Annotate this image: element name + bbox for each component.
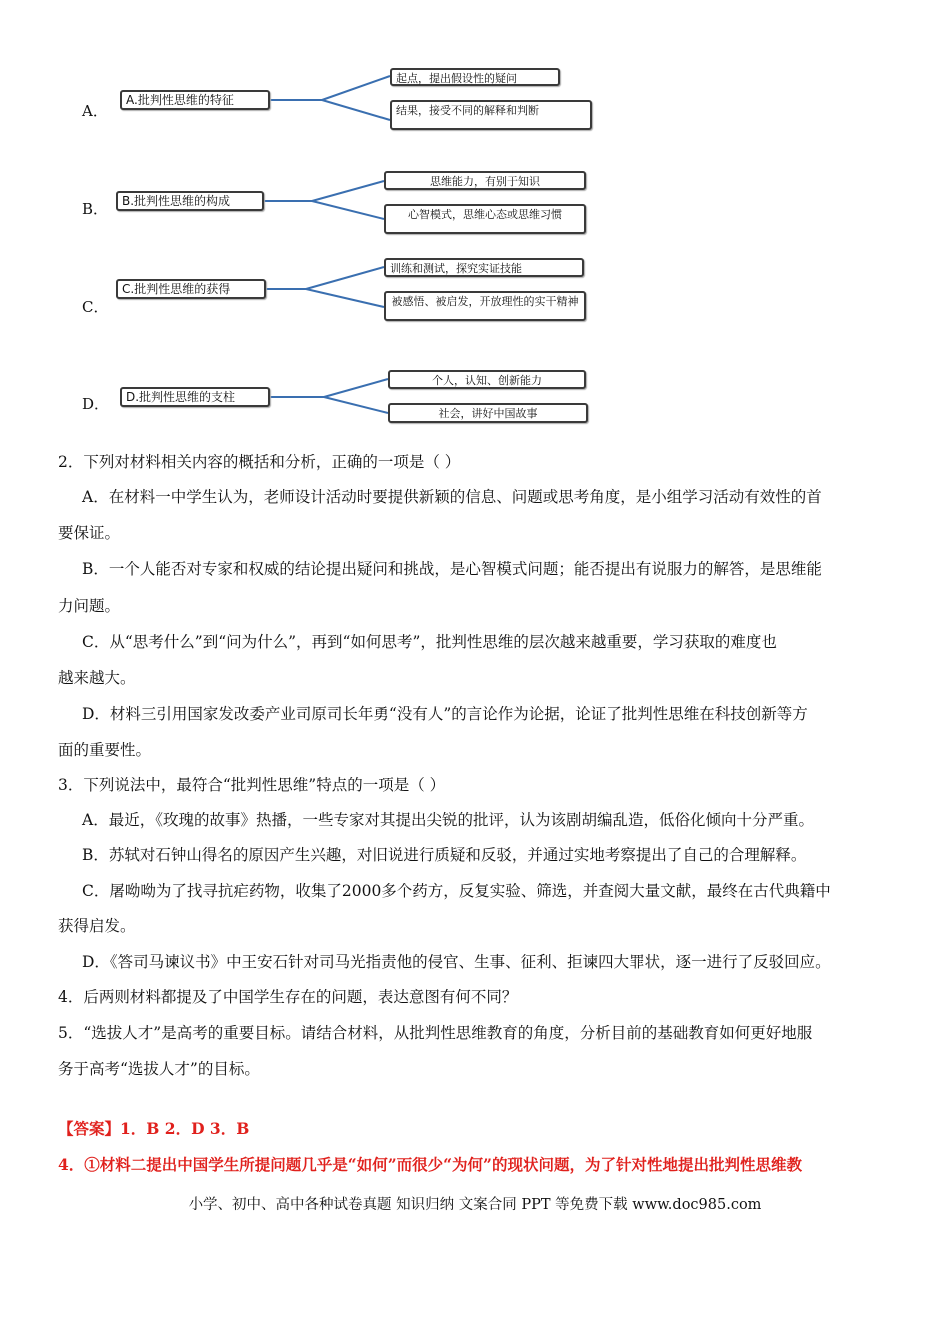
diagram-main-box: B.批判性思维的构成 (116, 191, 264, 211)
question-3-option-b: B．苏轼对石钟山得名的原因产生兴趣，对旧说进行质疑和反驳，并通过实地考察提出了自己的合理解释。 (82, 846, 807, 864)
option-letter-a: A． (82, 102, 108, 120)
diagram-top-box: 思维能力，有别于知识 (384, 171, 586, 190)
question-2-option-b: B．一个人能否对专家和权威的结论提出疑问和挑战，是心智模式问题；能否提出有说服力的解答，是思维能 (82, 560, 822, 578)
question-2-option-a: A．在材料一中学生认为，老师设计活动时要提供新颖的信息、问题或思考角度，是小组学习活动有效性的首 (82, 488, 822, 506)
diagram-bottom-box: 心智模式，思维心态或思维习惯 (384, 204, 586, 234)
question-3-option-d: D．《答司马谏议书》中王安石针对司马光指责他的侵官、生事、征利、拒谏四大罪状，逐一进行了反驳回应。 (82, 953, 831, 971)
diagram-top-box: 个人，认知、创新能力 (388, 370, 586, 389)
diagram-main-box: C.批判性思维的获得 (116, 279, 266, 299)
option-letter-d: D． (82, 395, 110, 413)
question-2-option-c-cont: 越来越大。 (58, 669, 136, 687)
question-2-option-a-cont: 要保证。 (58, 524, 121, 542)
answer-4-text: 4．①材料二提出中国学生所提问题几乎是“如何”而很少“为何”的现状问题，为了针对性地提出批判性思维教 (58, 1155, 802, 1174)
page-footer: 小学、初中、高中各种试卷真题 知识归纳 文案合同 PPT 等免费下载 www.doc985.com (188, 1197, 762, 1213)
question-5-cont: 务于高考“选拔人才”的目标。 (58, 1060, 260, 1078)
question-5: 5．“选拔人才”是高考的重要目标。请结合材料，从批判性思维教育的角度，分析目前的基础教育如何更好地服 (58, 1024, 813, 1042)
diagram-main-box: A.批判性思维的特征 (120, 90, 270, 110)
answer-key: 【答案】1．B 2．D 3．B (58, 1119, 250, 1138)
diagram-top-box: 训练和测试，探究实证技能 (384, 258, 584, 277)
question-2-option-b-cont: 力问题。 (58, 597, 121, 615)
question-2-option-d-cont: 面的重要性。 (58, 741, 152, 759)
question-3-option-c-cont: 获得启发。 (58, 917, 136, 935)
option-letter-b: B． (82, 200, 109, 218)
diagram-top-box: 起点，提出假设性的疑问 (390, 68, 560, 86)
diagram-bottom-box: 社会，讲好中国故事 (388, 403, 588, 423)
question-2-option-d: D．材料三引用国家发改委产业司原司长年勇“没有人”的言论作为论据，论证了批判性思维在科技创新等方 (82, 705, 808, 723)
diagram-bottom-box: 被感悟、被启发，开放理性的实干精神 (384, 291, 586, 321)
question-2-stem: 2．下列对材料相关内容的概括和分析，正确的一项是（ ） (58, 453, 461, 471)
question-3-stem: 3．下列说法中，最符合“批判性思维”特点的一项是（ ） (58, 776, 446, 794)
diagram-main-box: D.批判性思维的支柱 (120, 387, 270, 407)
diagram-bottom-box: 结果，接受不同的解释和判断 (390, 100, 592, 130)
question-2-option-c: C．从“思考什么”到“问为什么”，再到“如何思考”，批判性思维的层次越来越重要，学习获取的难度也 (82, 633, 777, 651)
option-letter-c: C． (82, 298, 109, 316)
question-4: 4．后两则材料都提及了中国学生存在的问题，表达意图有何不同？ (58, 988, 518, 1006)
question-3-option-c: C．屠呦呦为了找寻抗疟药物，收集了2000多个药方，反复实验、筛选，并查阅大量文献，最终在古代典籍中 (82, 882, 831, 900)
question-3-option-a: A．最近，《玫瑰的故事》热播，一些专家对其提出尖锐的批评，认为该剧胡编乱造，低俗化倾向十分严重。 (82, 811, 814, 829)
